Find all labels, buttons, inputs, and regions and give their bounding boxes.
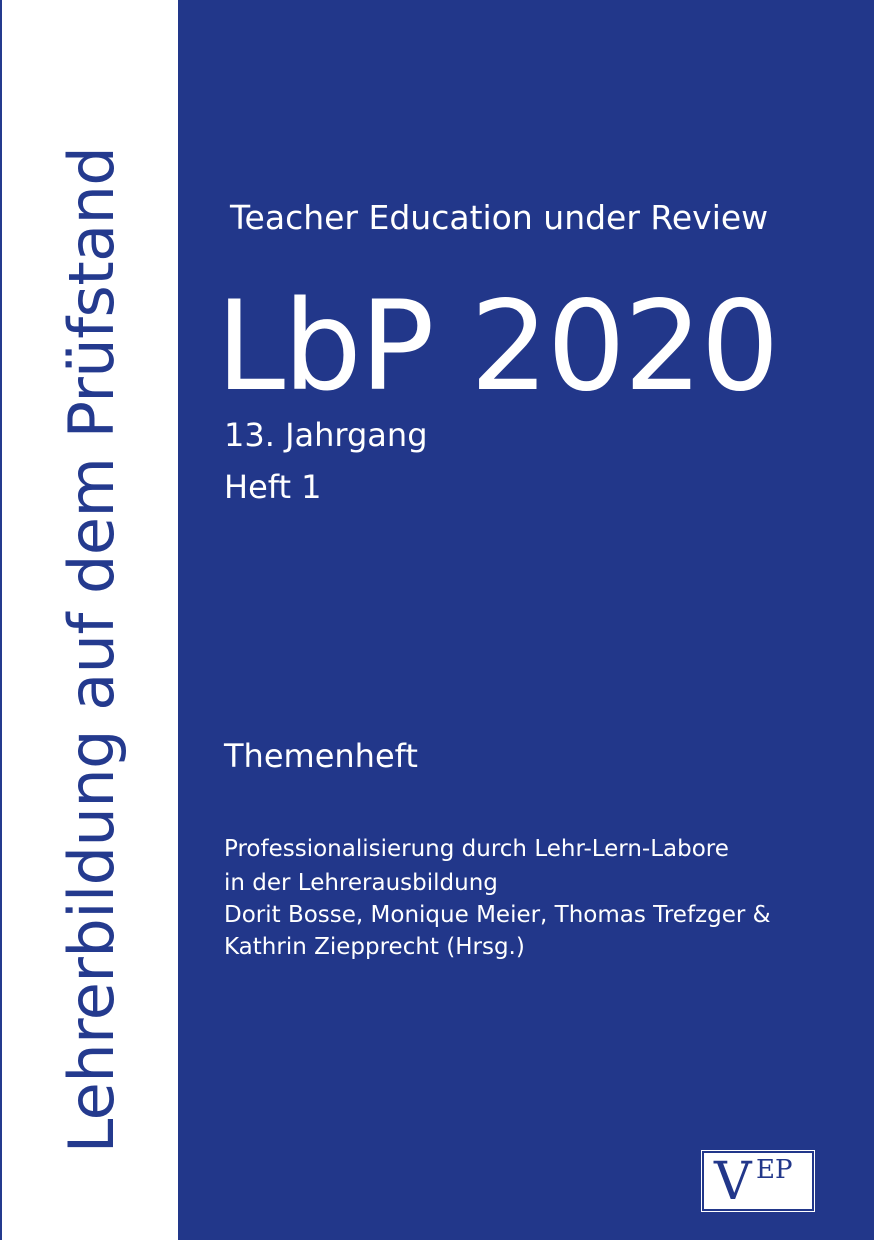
description-line: Kathrin Ziepprecht (Hrsg.) [224, 934, 525, 960]
theme-label: Themenheft [224, 737, 418, 775]
logo-ep: EP [756, 1155, 793, 1185]
publisher-logo [703, 1152, 813, 1210]
description-line: Dorit Bosse, Monique Meier, Thomas Trefzger & [224, 902, 771, 928]
description-line: in der Lehrerausbildung [224, 870, 498, 896]
cover-spine [0, 0, 178, 1240]
issue-label: Heft 1 [224, 468, 322, 506]
spine-title: Lehrerbildung auf dem Prüfstand [55, 146, 128, 1154]
cover-title: LbP 2020 [216, 275, 778, 419]
cover-subtitle: Teacher Education under Review [230, 198, 769, 237]
volume-label: 13. Jahrgang [224, 416, 428, 454]
logo-v: V [714, 1152, 752, 1212]
description-line: Professionalisierung durch Lehr-Lern-Labore [224, 836, 729, 862]
cover-front [178, 0, 874, 1240]
